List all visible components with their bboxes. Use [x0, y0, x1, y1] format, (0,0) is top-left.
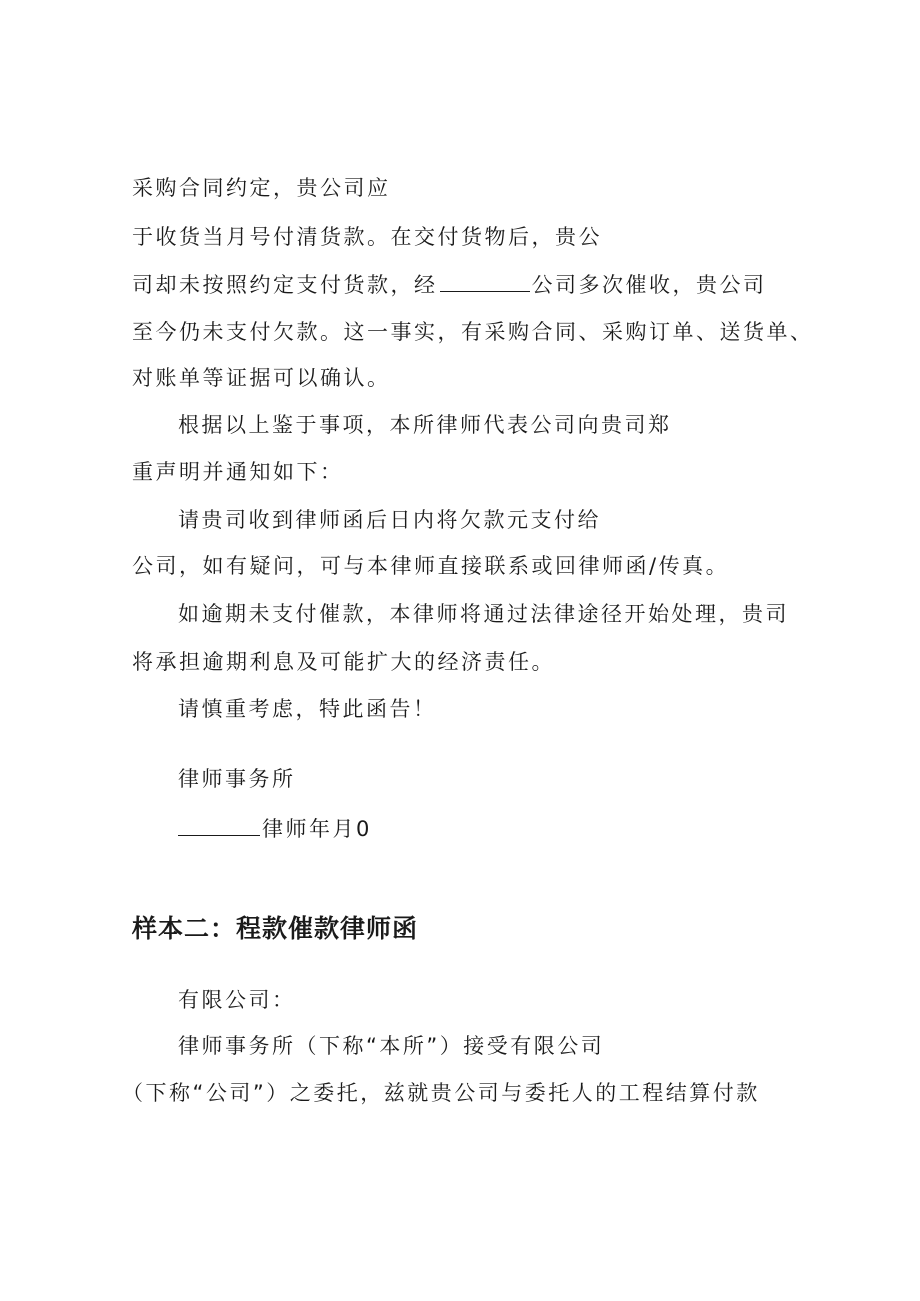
paragraph-line: 将承担逾期利息及可能扩大的经济责任。: [132, 650, 555, 674]
blank-underline: [178, 815, 260, 836]
line-text: 律师年月0: [262, 817, 372, 841]
paragraph-line: 如逾期未支付催款，本律师将通过法律途径开始处理，贵司: [178, 602, 789, 626]
line-text: 司却未按照约定支付货款，经: [132, 273, 438, 297]
paragraph-line: 请贵司收到律师函后日内将欠款元支付给: [178, 508, 601, 532]
paragraph-line: 律师事务所（下称“本所”）接受有限公司: [178, 1034, 605, 1058]
paragraph-line: 重声明并通知如下：: [132, 460, 344, 484]
paragraph-line: 于收货当月号付清货款。在交付货物后，贵公: [132, 225, 602, 249]
signature-firm: 律师事务所: [178, 767, 296, 791]
paragraph-line: 至今仍未支付欠款。这一事实，有采购合同、采购订单、送货单、: [132, 320, 814, 344]
paragraph-line: 采购合同约定，贵公司应: [132, 176, 391, 200]
paragraph-line: （下称“公司”）之委托，兹就贵公司与委托人的工程结算付款: [122, 1081, 760, 1105]
closing-line: 请慎重考虑，特此函告！: [178, 697, 437, 721]
section-heading: 样本二：程款催款律师函: [132, 914, 419, 943]
blank-underline: [440, 271, 530, 292]
paragraph-line: 对账单等证据可以确认。: [132, 366, 391, 390]
paragraph-line: [132, 270, 767, 300]
line-text: 公司多次催收，贵公司: [531, 273, 767, 297]
paragraph-line: 公司，如有疑问，可与本律师直接联系或回律师函/传真。: [132, 554, 730, 578]
signature-lawyer-date: [178, 814, 372, 844]
salutation: 有限公司：: [178, 988, 296, 1012]
paragraph-line: 根据以上鉴于事项，本所律师代表公司向贵司郑: [178, 413, 672, 437]
